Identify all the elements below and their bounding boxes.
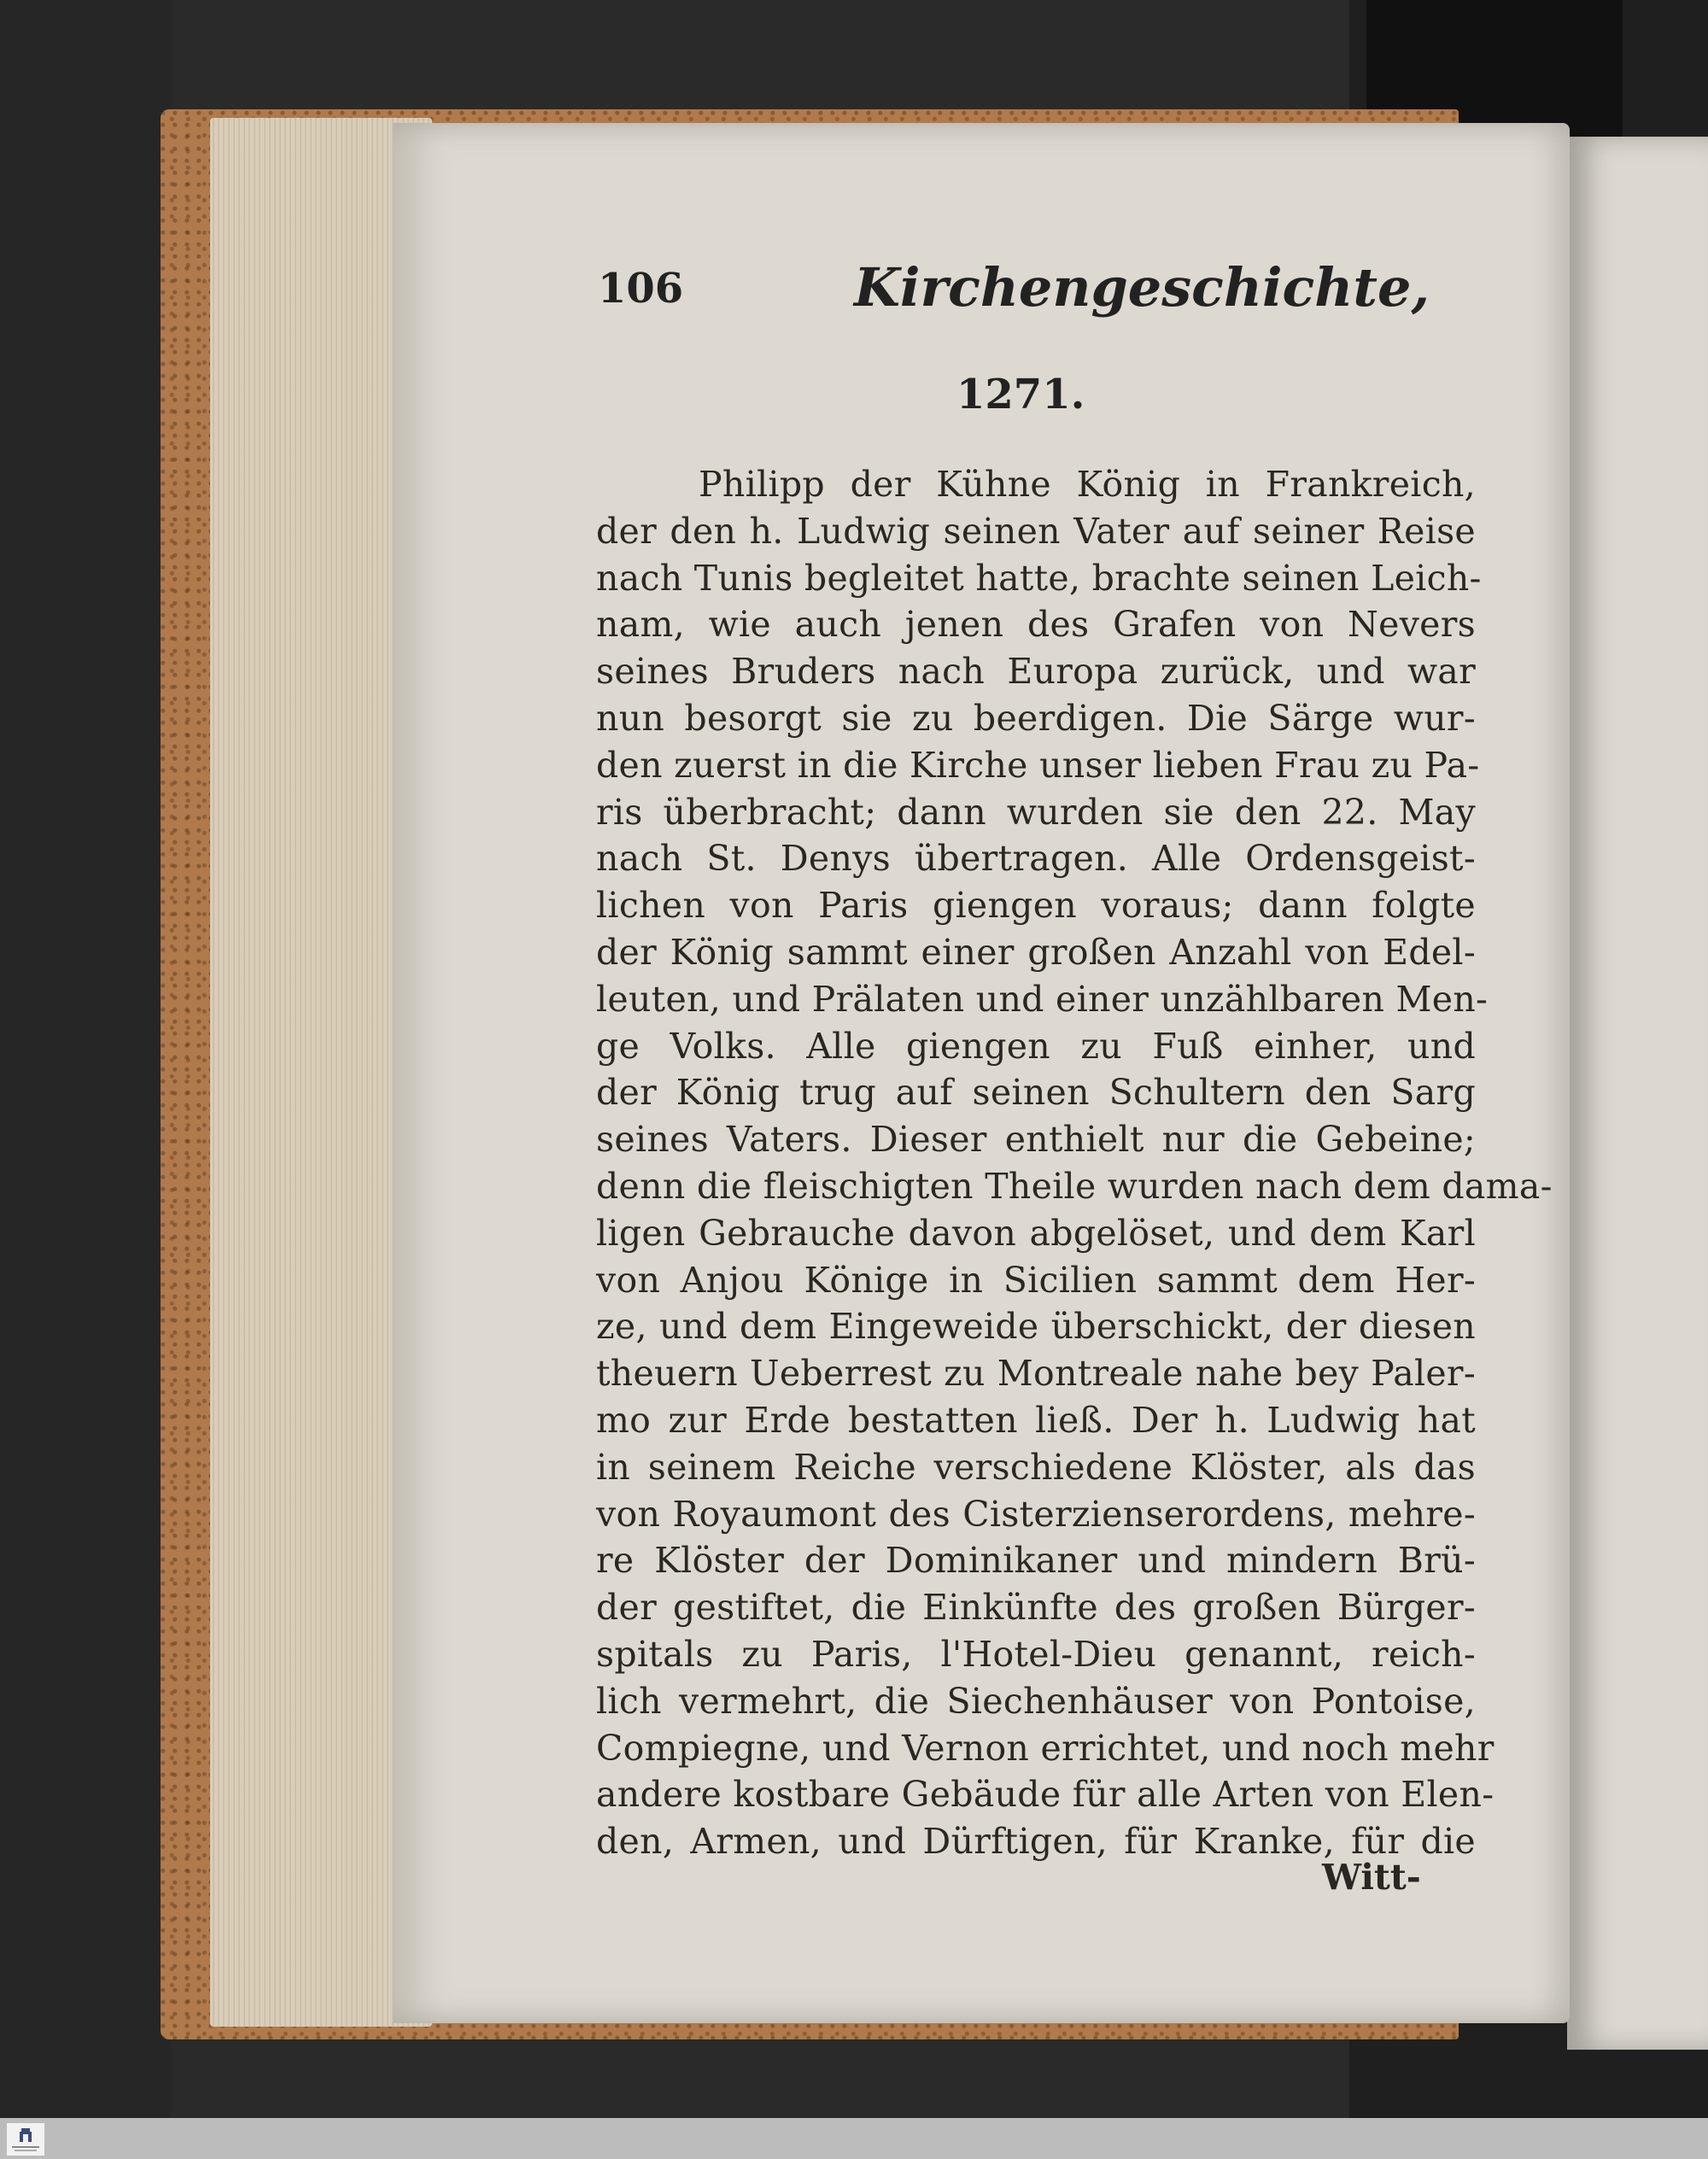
catchword: Witt- (1322, 1857, 1421, 1898)
page-header (598, 256, 1430, 333)
text-line: lich vermehrt, die Siechenhäuser von Pontoise, (596, 1680, 1476, 1722)
page-number: 106 (598, 265, 684, 313)
text-line: ge Volks. Alle giengen zu Fuß einher, und (596, 1025, 1476, 1067)
text-line: mo zur Erde bestatten ließ. Der h. Ludwig hat (596, 1399, 1476, 1441)
text-line: seines Vaters. Dieser enthielt nur die Gebeine; (596, 1119, 1476, 1161)
text-line: ligen Gebrauche davon abgelöset, und dem Karl (596, 1212, 1476, 1254)
text-line: von Royaumont des Cisterzienserordens, mehre- (596, 1493, 1476, 1535)
text-line: theuern Ueberrest zu Montreale nahe bey Paler- (596, 1353, 1476, 1395)
text-line: nach St. Denys übertragen. Alle Ordensgeist- (596, 838, 1476, 880)
text-line: der König sammt einer großen Anzahl von Edel- (596, 931, 1476, 973)
year-heading: 1271. (956, 371, 1085, 418)
text-line: der gestiftet, die Einkünfte des großen Bürger- (596, 1587, 1476, 1629)
running-title: Kirchengeschichte, (854, 256, 1430, 319)
text-line: seines Bruders nach Europa zurück, und war (596, 651, 1476, 693)
text-line: spitals zu Paris, l'Hotel-Dieu genannt, reich- (596, 1633, 1476, 1675)
text-line: Philipp der Kühne König in Frankreich, (699, 464, 1476, 505)
text-line: Compiegne, und Vernon errichtet, und noch mehr (596, 1727, 1494, 1769)
text-line: nun besorgt sie zu beerdigen. Die Särge wur- (596, 697, 1476, 739)
text-line: von Anjou Könige in Sicilien sammt dem Her- (596, 1259, 1476, 1301)
text-line: der König trug auf seinen Schultern den Sarg (596, 1072, 1476, 1114)
text-line: lichen von Paris giengen voraus; dann folgte (596, 885, 1476, 927)
text-line: ris überbracht; dann wurden sie den 22. May (596, 791, 1476, 833)
background-left (0, 0, 171, 2118)
text-line: der den h. Ludwig seinen Vater auf seiner Reise (596, 510, 1476, 552)
text-line: den zuerst in die Kirche unser lieben Frau zu Pa- (596, 744, 1480, 786)
text-line: andere kostbare Gebäude für alle Arten von Elen- (596, 1774, 1494, 1816)
text-line: in seinem Reiche verschiedene Klöster, als das (596, 1446, 1476, 1488)
facing-page-edge (1567, 137, 1708, 2050)
text-line: re Klöster der Dominikaner und mindern Brü- (596, 1540, 1476, 1582)
text-line: denn die fleischigten Theile wurden nach dem dama- (596, 1165, 1553, 1207)
text-line: nach Tunis begleitet hatte, brachte seinen Leich- (596, 557, 1482, 599)
text-line: den, Armen, und Dürftigen, für Kranke, für die (596, 1821, 1476, 1863)
library-logo-icon (7, 2123, 44, 2156)
text-line: leuten, und Prälaten und einer unzählbaren Men- (596, 978, 1489, 1020)
text-line: ze, und dem Eingeweide überschickt, der diesen (596, 1306, 1476, 1348)
viewer-footer-bar (0, 2118, 1708, 2159)
body-text (596, 461, 1553, 1865)
text-line: nam, wie auch jenen des Grafen von Nevers (596, 604, 1476, 646)
